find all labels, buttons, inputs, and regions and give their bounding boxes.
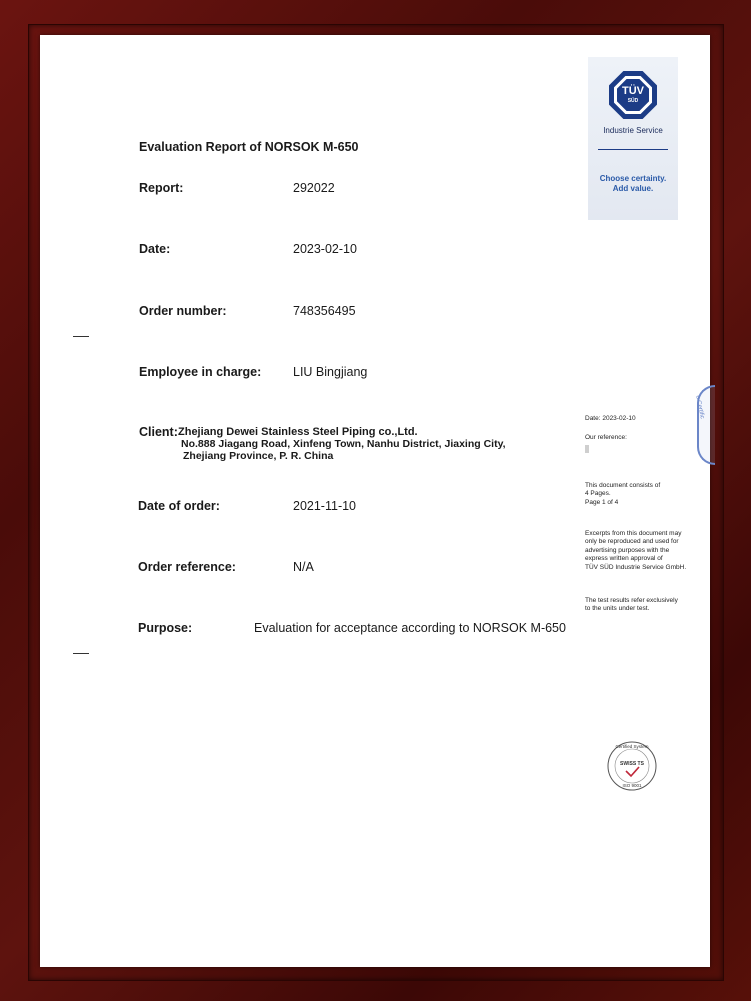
side-our-reference: Our reference:: [585, 434, 627, 441]
side-consists-3: Page 1 of 4: [585, 498, 619, 506]
side-date: Date: 2023-02-10: [585, 415, 636, 422]
order-number-label: Order number:: [139, 304, 227, 318]
side-results-1: The test results refer exclusively: [585, 597, 678, 604]
stamp-text: o Certific: [694, 395, 705, 420]
side-excerpts-3: advertising purposes with the: [585, 546, 670, 554]
margin-tick: [73, 336, 89, 337]
tuv-mark: TÜV: [622, 85, 644, 97]
side-results-note: [585, 597, 678, 614]
side-excerpts-1: Excerpts from this document may: [585, 530, 682, 537]
seal-bottom-text: ISO 9001: [622, 783, 642, 788]
seal-check-icon: [626, 767, 639, 776]
redacted-reference: [585, 445, 589, 453]
order-number-value: 748356495: [293, 304, 356, 318]
side-excerpts-5: TÜV SÜD Industrie Service GmbH.: [585, 563, 687, 571]
seal-mid-text: SWISS TS: [620, 761, 644, 767]
report-value: 292022: [293, 181, 335, 195]
side-page-info: [585, 482, 660, 507]
client-name: Zhejiang Dewei Stainless Steel Piping co.,Ltd.: [178, 426, 418, 438]
side-excerpts-note: [585, 530, 686, 572]
swiss-ts-seal-icon: [606, 740, 658, 792]
logo-service-text: Industrie Service: [603, 126, 663, 135]
order-reference-value: N/A: [293, 560, 314, 574]
employee-label: Employee in charge:: [139, 365, 262, 379]
side-results-2: to the units under test.: [585, 605, 650, 613]
side-consists-2: 4 Pages.: [585, 490, 611, 498]
side-excerpts-2: only be reproduced and used for: [585, 538, 679, 546]
purpose-label: Purpose:: [138, 621, 193, 635]
tagline-line-1: Choose certainty.: [599, 174, 667, 183]
employee-value: LIU Bingjiang: [293, 365, 368, 379]
logo-divider: [598, 149, 668, 150]
report-title: Evaluation Report of NORSOK M-650: [139, 140, 359, 154]
report-label: Report:: [139, 181, 184, 195]
sud-mark: SÜD: [627, 98, 639, 104]
purpose-value: Evaluation for acceptance according to NORSOK M-650: [254, 621, 566, 635]
date-of-order-value: 2021-11-10: [293, 499, 357, 513]
date-value: 2023-02-10: [293, 242, 357, 256]
client-address-line-2: Zhejiang Province, P. R. China: [183, 450, 334, 462]
client-label: Client:: [139, 425, 178, 439]
margin-tick: [73, 653, 89, 654]
client-address-line-1: No.888 Jiagang Road, Xinfeng Town, Nanhu District, Jiaxing City,: [181, 438, 506, 450]
date-of-order-label: Date of order:: [138, 499, 220, 513]
tuv-sud-logo: [588, 57, 678, 220]
order-reference-label: Order reference:: [138, 560, 236, 574]
seal-top-text: Certified System: [615, 744, 649, 749]
date-label: Date:: [139, 242, 171, 256]
logo-tagline: [588, 174, 678, 194]
side-consists-1: This document consists of: [585, 482, 661, 489]
tagline-line-2: Add value.: [612, 184, 654, 193]
side-excerpts-4: express written approval of: [585, 555, 663, 563]
